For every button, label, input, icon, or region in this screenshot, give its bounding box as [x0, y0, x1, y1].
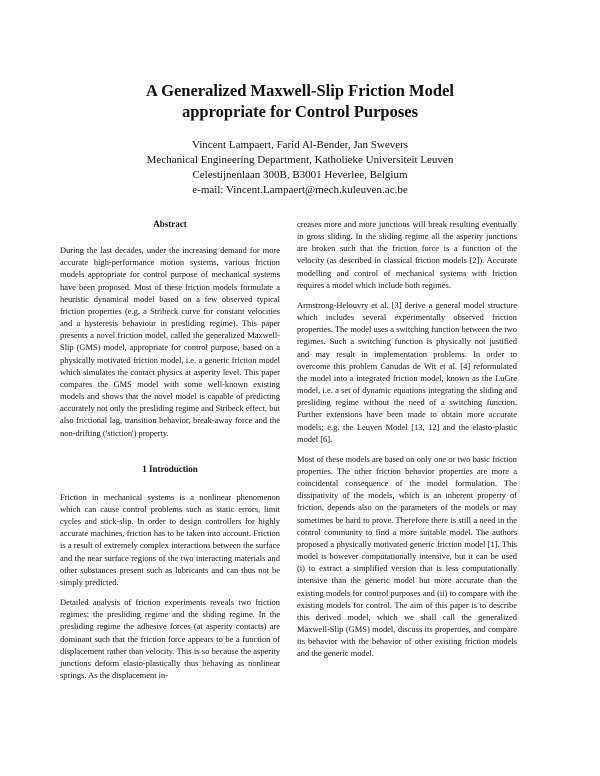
abstract-text: During the last decades, under the increasing demand for more accurate high-performance motion systems, various friction models appropriate for control purpose of mechanical systems have been proposed. Most of these friction models formulate a heuristic dynamical model based on a few observed typical friction properties (e.g. a Stribeck curve for constant velocities and a hysteresis behaviour in presliding regime). This paper presents a novel friction model, called the generalized Maxwell-Slip (GMS) model, appropriate for control purpose, based on a physically motivated friction model, i.e. a generic friction model which simulates the contact physics at asperity level. This paper compares the GMS model with some well-known existing models and shows that the novel model is capable of predicting accurately not only the presliding regime and Stribeck effect, but also frictional lag, transition behavior, break-away force and the non-drifting ('stiction') property.	[60, 245, 280, 438]
left-column	[60, 218, 280, 689]
title-line-2: appropriate for Control Purposes	[181, 102, 419, 121]
author-block	[60, 138, 540, 198]
authors: Vincent Lampaert, Farid Al-Bender, Jan Swevers	[191, 139, 409, 151]
right-paragraph-3: Most of these models are based on only one or two basic friction properties. The other friction behavior properties are more a coincidental consequence of the model formulation. The dissipativity of the models, which is an inherent property of friction, depends also on the parameters of the models or may sometimes be hard to prove. Therefore there is still a need in the control community to find a more suitable model. The authors proposed a physically motivated generic friction model [1]. This model is however computationally intensive, but it can be used (i) to extract a simplified version that is less computationally intensive than the generic model but more accurate than the existing models for control purposes and (ii) to compare with the existing models for control. The aim of this paper is to describe this derived model, which we shall call the generalized Maxwell-Slip (GMS) model, discuss its properties, and compare its behavior with the behavior of other existing friction models and the generic model.	[297, 453, 517, 659]
address: Celestijnenlaan 300B, B3001 Heverlee, Belgium	[192, 169, 408, 181]
intro-paragraph-2: Detailed analysis of friction experiments reveals two friction regimes: the presliding regime and the sliding regime. In the presliding regime the adhesive forces (at asperity contacts) are dominant such that the friction force appears to be a function of displacement rather than velocity. This is so because the asperity junctions deform elasto-plastically thus behaving as nonlinear springs. As the displacement in-	[60, 597, 280, 680]
right-paragraph-2: Armstrong-Helouvry et al. [3] derive a general model structure which includes several experimentally observed friction properties. The model uses a switching function between the two regimes. Such a switching function is physically not justified and may result in implementation problems. In order to overcome this problem Canudas de Wit et al. [4] reformulated the model into a integrated friction model, known as the LuGre model, i.e. a set of dynamic equations integrating the sliding and presliding regime without the need of a switching function. Further extensions have been made to obtain more accurate models; e.g. the Leuven Model [13, 12] and the elasto-plastic model [6].	[297, 299, 517, 444]
email: e-mail: Vincent.Lampaert@mech.kuleuven.ac.be	[192, 184, 408, 196]
introduction-heading: 1 Introduction	[142, 463, 198, 474]
title-line-1: A Generalized Maxwell-Slip Friction Model	[146, 81, 454, 100]
paper-title	[60, 80, 540, 122]
abstract-heading: Abstract	[153, 219, 187, 229]
intro-paragraph-1: Friction in mechanical systems is a nonlinear phenomenon which can cause control problems such as static errors, limit cycles and stick-slip. In order to design controllers for highly accurate machines, friction has to be taken into account. Friction is a result of extremely complex interactions between the surface and the near surface regions of the two interacting materials and other substances present such as lubricants and can thus not be simply predicted.	[60, 491, 280, 587]
right-paragraph-1: creases more and more junctions will break resulting eventually in gross sliding. In the sliding regime all the asperity junctions are broken such that the friction force is a function of the velocity (as described in classical friction models [2]). Accurate modelling and control of mechanical systems with friction requires a model which include both regimes.	[297, 219, 517, 290]
right-column	[297, 218, 517, 667]
affiliation: Mechanical Engineering Department, Katholieke Universiteit Leuven	[146, 154, 454, 166]
